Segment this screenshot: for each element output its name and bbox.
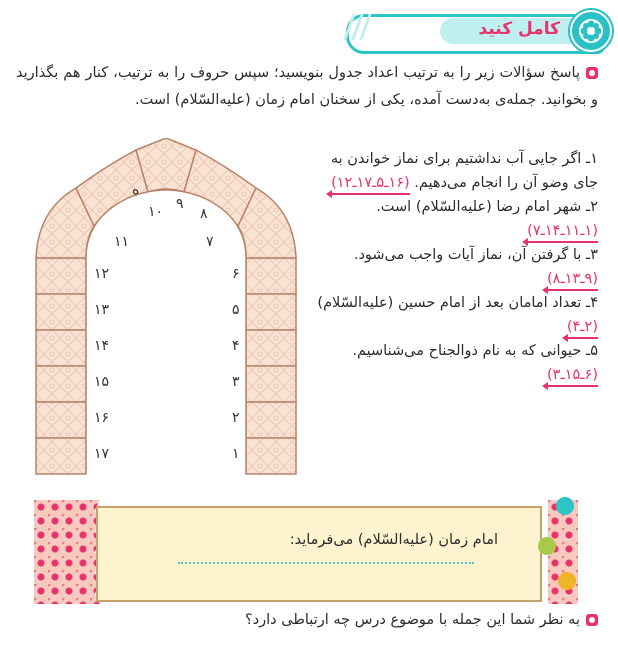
arch-number: ۱۴ bbox=[94, 338, 110, 354]
brick-6 bbox=[246, 258, 296, 294]
arch-number: ۱ bbox=[232, 446, 240, 462]
arch-number: ۵ bbox=[232, 302, 240, 318]
arch-drawing bbox=[28, 138, 304, 482]
answer-code: (۶ـ۱۵ـ۳) bbox=[547, 363, 598, 387]
arch-number: ۱۱ bbox=[114, 234, 130, 250]
brick-4 bbox=[246, 330, 296, 366]
answer-code: (۲ـ۴) bbox=[567, 315, 598, 339]
instructions-paragraph bbox=[16, 60, 598, 114]
question-item bbox=[310, 195, 598, 243]
instructions-text: پاسخ سؤالات زیر را به ترتیب اعداد جدول بنویسید؛ سپس حروف را به ترتیب، کنار هم بگذارید و بخوانید. جمله‌ی به‌دست آمده، یکی از سخنان امام زمان (علیه‌السّلام) است. bbox=[16, 65, 598, 108]
answer-line bbox=[178, 562, 474, 564]
brick-3 bbox=[246, 366, 296, 402]
question-text: ۴ـ تعداد امامان بعد از امام حسین (علیه‌السّلام) bbox=[317, 295, 598, 311]
question-text: ۲ـ شهر امام رضا (علیه‌السّلام) است. bbox=[376, 199, 598, 215]
discussion-question-text: به نظر شما این جمله با موضوع درس چه ارتباطی دارد؟ bbox=[245, 612, 580, 628]
arch-number: ۱۵ bbox=[94, 374, 110, 390]
arch-letter: ه bbox=[132, 182, 140, 198]
arch-number: ۴ bbox=[232, 338, 240, 354]
cog-icon bbox=[538, 537, 556, 555]
arch-number: ۱۳ bbox=[94, 302, 110, 318]
arch-number: ۶ bbox=[232, 266, 240, 282]
arch-number: ۱۲ bbox=[94, 266, 110, 282]
bullet-icon bbox=[586, 67, 598, 79]
arch-puzzle bbox=[28, 138, 304, 482]
cog-icon bbox=[558, 572, 576, 590]
answer-code: (۹ـ۱۳ـ۸) bbox=[547, 267, 598, 291]
arch-number: ۹ bbox=[176, 196, 184, 212]
bullet-icon bbox=[586, 614, 598, 626]
arch-number: ۱۶ bbox=[94, 410, 110, 426]
brick-14 bbox=[36, 330, 86, 366]
banner-title: امام زمان (علیه‌السّلام) می‌فرماید: bbox=[289, 532, 498, 548]
brick-17 bbox=[36, 438, 86, 474]
brick-12 bbox=[36, 258, 86, 294]
brick-2 bbox=[246, 402, 296, 438]
question-text: ۵ـ حیوانی که به نام ذوالجناح می‌شناسیم. bbox=[352, 343, 598, 359]
brick-16 bbox=[36, 402, 86, 438]
banner-pattern bbox=[34, 500, 100, 604]
answer-code: (۱۶ـ۵ـ۱۷ـ۱۲) bbox=[331, 171, 410, 195]
arch-number: ۱۰ bbox=[148, 204, 164, 220]
question-list bbox=[310, 147, 598, 387]
arch-number: ۸ bbox=[200, 206, 208, 222]
discussion-question bbox=[245, 612, 598, 628]
section-header bbox=[344, 10, 612, 52]
question-text: ۳ـ با گرفتن آن، نماز آیات واجب می‌شود. bbox=[353, 247, 598, 263]
question-item bbox=[310, 243, 598, 291]
cog-icon bbox=[556, 497, 574, 515]
arch-number: ۲ bbox=[232, 410, 240, 426]
flower-icon bbox=[570, 10, 612, 52]
question-item bbox=[310, 339, 598, 387]
arch-number: ۳ bbox=[232, 374, 240, 390]
quote-banner bbox=[34, 496, 578, 608]
brick-13 bbox=[36, 294, 86, 330]
answer-code: (۱ـ۱۱ـ۱۴ـ۷) bbox=[527, 219, 598, 243]
brick-5 bbox=[246, 294, 296, 330]
arch-number: ۱۷ bbox=[94, 446, 110, 462]
question-item bbox=[310, 147, 598, 195]
header-title: کامل کنید bbox=[478, 19, 560, 39]
brick-1 bbox=[246, 438, 296, 474]
brick-15 bbox=[36, 366, 86, 402]
question-item bbox=[310, 291, 598, 339]
question-text: ۱ـ اگر جایی آب نداشتیم برای نماز خواندن به جای وضو آن را انجام می‌دهیم. bbox=[330, 151, 598, 191]
arch-number: ۷ bbox=[206, 234, 214, 250]
banner-panel bbox=[96, 506, 542, 602]
